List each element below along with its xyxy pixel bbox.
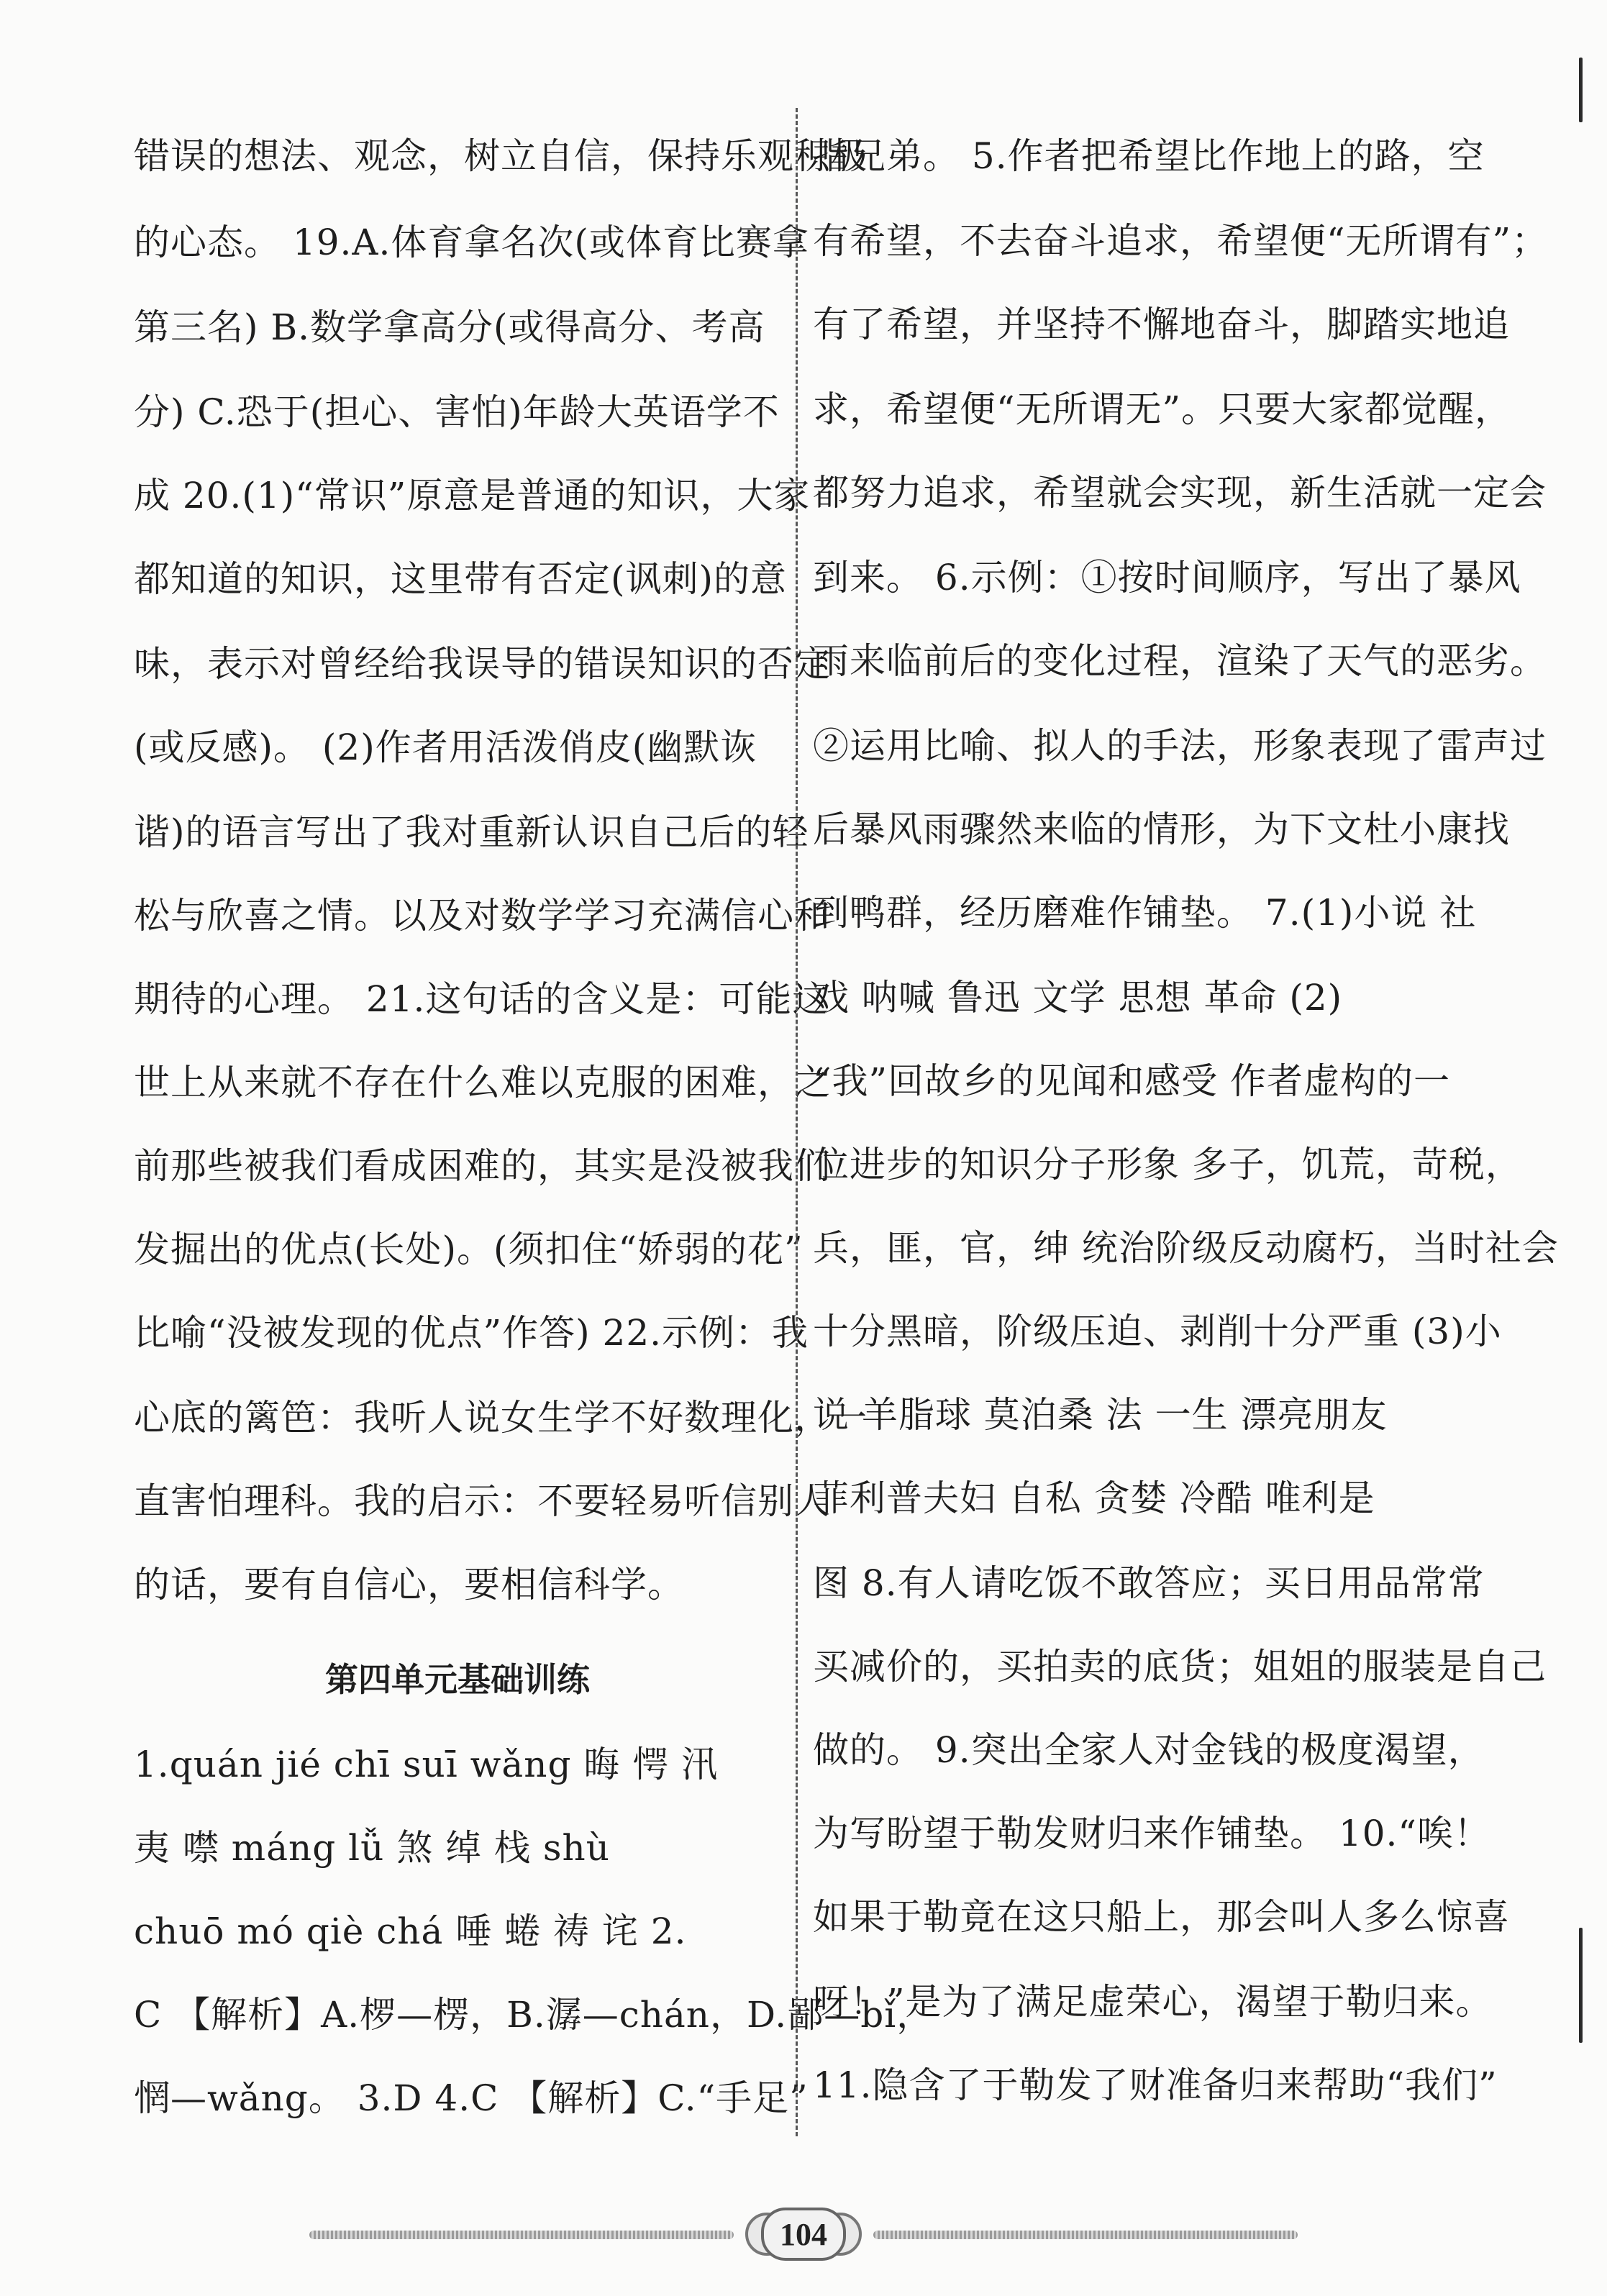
left-line-6: 都知道的知识，这里带有否定(讽刺)的意 bbox=[134, 558, 788, 600]
column-divider bbox=[796, 108, 798, 2136]
right-line-22: 如果于勒竟在这只船上，那会叫人多么惊喜 bbox=[813, 1896, 1510, 1938]
left-line-20: 夷 噤 máng lǚ 煞 绰 栈 shù bbox=[134, 1827, 610, 1869]
left-line-9: 谐)的语言写出了我对重新认识自己后的轻 bbox=[134, 811, 809, 853]
left-line-5: 成 20.(1)“常识”原意是普通的知识，大家 bbox=[134, 475, 811, 516]
right-line-4: 求，希望便“无所谓无”。只要大家都觉醒， bbox=[813, 388, 1512, 430]
right-line-11: 戏 呐喊 鲁迅 文学 思想 革命 (2) bbox=[813, 977, 1343, 1019]
right-line-12: “我”回故乡的见闻和感受 作者虚构的一 bbox=[813, 1060, 1451, 1102]
left-line-14: 发掘出的优点(长处)。(须扣住“娇弱的花” bbox=[134, 1229, 804, 1270]
right-line-9: 后暴风雨骤然来临的情形，为下文杜小康找 bbox=[813, 808, 1510, 850]
page-footer bbox=[0, 2208, 1607, 2259]
left-line-19: 1.quán jié chī suī wǎng 晦 愕 汛 bbox=[134, 1744, 719, 1785]
right-line-19: 买减价的，买拍卖的底货；姐姐的服装是自己 bbox=[813, 1646, 1547, 1687]
footer-ornament-right bbox=[873, 2231, 1298, 2239]
right-line-6: 到来。 6.示例：①按时间顺序，写出了暴风 bbox=[813, 557, 1521, 598]
section-title: 第四单元基础训练 bbox=[325, 1660, 590, 1699]
right-line-17: 菲利普夫妇 自私 贪婪 冷酷 唯利是 bbox=[813, 1477, 1375, 1519]
left-line-2: 的心态。 19.A.体育拿名次(或体育比赛拿 bbox=[134, 222, 809, 263]
left-line-13: 前那些被我们看成困难的，其实是没被我们 bbox=[134, 1145, 831, 1187]
right-line-16: 说 羊脂球 莫泊桑 法 一生 漂亮朋友 bbox=[813, 1394, 1388, 1436]
right-line-5: 都努力追求，希望就会实现，新生活就一定会 bbox=[813, 472, 1547, 514]
right-line-2: 有希望，不去奋斗追求，希望便“无所谓有”； bbox=[813, 220, 1549, 262]
left-line-10: 松与欣喜之情。以及对数学学习充满信心和 bbox=[134, 895, 831, 937]
right-line-10: 到鸭群，经历磨难作铺垫。 7.(1)小说 社 bbox=[813, 892, 1477, 934]
right-line-18: 图 8.有人请吃饭不敢答应；买日用品常常 bbox=[813, 1562, 1485, 1604]
left-line-16: 心底的篱笆：我听人说女生学不好数理化，一 bbox=[134, 1397, 868, 1439]
left-line-7: 味，表示对曾经给我误导的错误知识的否定 bbox=[134, 643, 831, 685]
left-line-23: 惘—wǎng。 3.D 4.C 【解析】C.“手足” bbox=[134, 2077, 809, 2119]
page-number: 104 bbox=[761, 2208, 846, 2261]
left-line-3: 第三名) B.数学拿高分(或得高分、考高 bbox=[134, 306, 765, 348]
right-line-24: 11.隐含了于勒发了财准备归来帮助“我们” bbox=[813, 2064, 1498, 2106]
footer-ornament-left bbox=[309, 2231, 734, 2239]
left-line-15: 比喻“没被发现的优点”作答) 22.示例：我 bbox=[134, 1312, 809, 1354]
right-line-15: 十分黑暗，阶级压迫、剥削十分严重 (3)小 bbox=[813, 1311, 1502, 1352]
left-line-11: 期待的心理。 21.这句话的含义是：可能这 bbox=[134, 978, 829, 1020]
left-line-18: 的话，要有自信心，要相信科学。 bbox=[134, 1564, 684, 1605]
right-line-7: 雨来临前后的变化过程，渲染了天气的恶劣。 bbox=[813, 640, 1547, 682]
left-line-22: C 【解析】A.椤—楞，B.潺—chán，D.鄙—bǐ， bbox=[134, 1994, 934, 2036]
right-line-1: 指兄弟。 5.作者把希望比作地上的路，空 bbox=[813, 135, 1485, 177]
left-line-4: 分) C.恐于(担心、害怕)年龄大英语学不 bbox=[134, 391, 780, 433]
right-line-20: 做的。 9.突出全家人对金钱的极度渴望， bbox=[813, 1729, 1485, 1771]
binding-edge-mark-bottom bbox=[1579, 1928, 1583, 2043]
right-line-23: 呀！”是为了满足虚荣心，渴望于勒归来。 bbox=[813, 1981, 1493, 2023]
right-line-3: 有了希望，并坚持不懈地奋斗，脚踏实地追 bbox=[813, 304, 1510, 345]
right-line-8: ②运用比喻、拟人的手法，形象表现了雷声过 bbox=[813, 725, 1547, 767]
left-line-8: (或反感)。 (2)作者用活泼俏皮(幽默诙 bbox=[134, 726, 757, 768]
left-line-1: 错误的想法、观念，树立自信，保持乐观积极 bbox=[134, 135, 868, 177]
binding-edge-mark-top bbox=[1579, 58, 1583, 122]
left-line-12: 世上从来就不存在什么难以克服的困难，之 bbox=[134, 1062, 831, 1103]
right-line-14: 兵，匪，官，绅 统治阶级反动腐朽，当时社会 bbox=[813, 1227, 1559, 1269]
right-line-13: 位进步的知识分子形象 多子，饥荒，苛税， bbox=[813, 1144, 1522, 1185]
right-line-21: 为写盼望于勒发财归来作铺垫。 10.“唉！ bbox=[813, 1813, 1490, 1854]
left-line-17: 直害怕理科。我的启示：不要轻易听信别人 bbox=[134, 1480, 831, 1522]
page-number-badge bbox=[745, 2208, 862, 2260]
left-line-21: chuō mó qiè chá 唾 蜷 祷 诧 2. bbox=[134, 1910, 687, 1952]
